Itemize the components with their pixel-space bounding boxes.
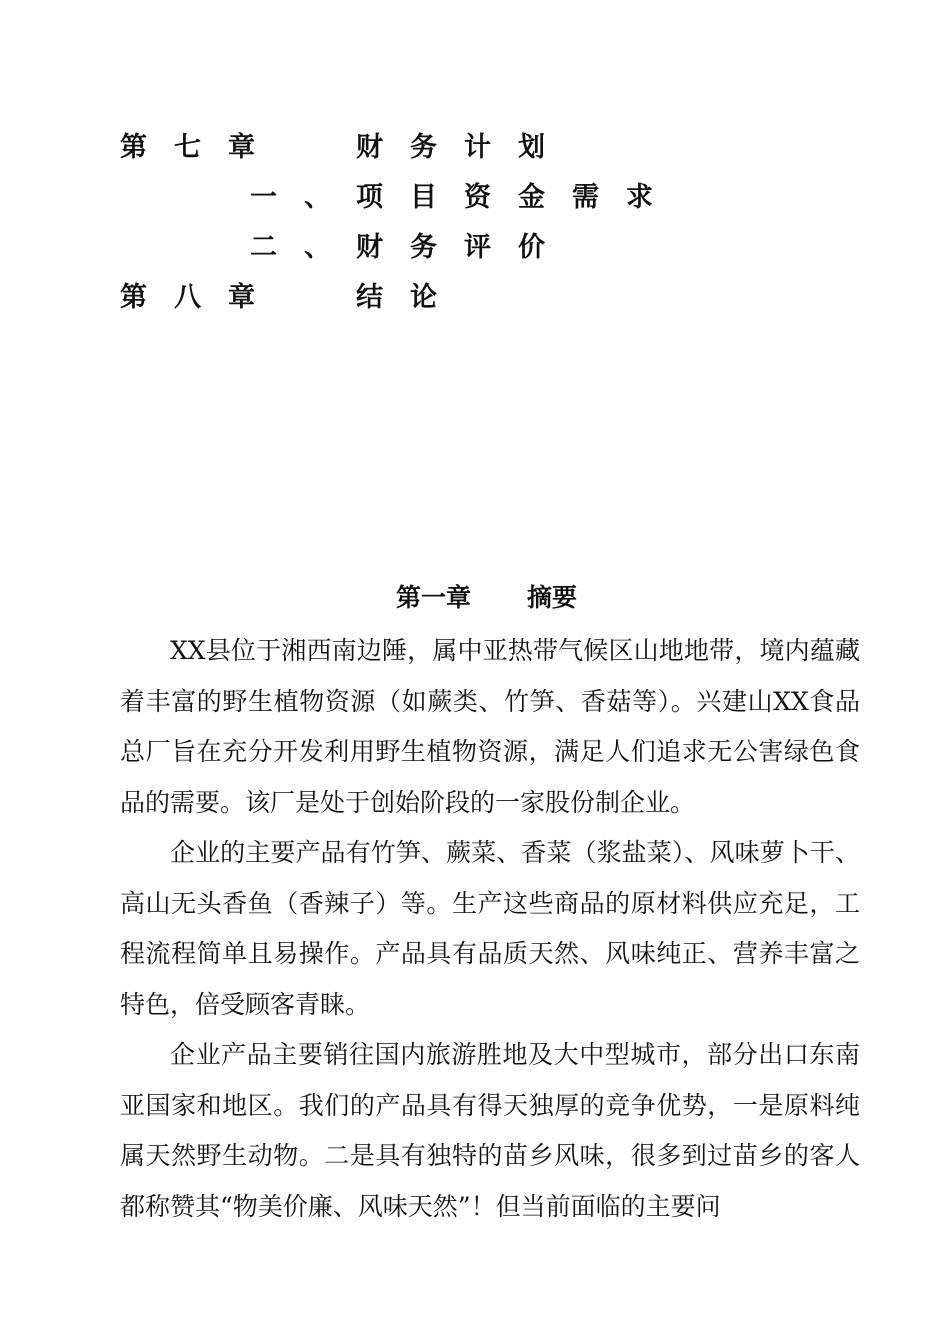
summary-body bbox=[120, 626, 860, 1232]
toc-section-label: 一、 bbox=[250, 182, 358, 213]
toc-entry-section-2[interactable] bbox=[0, 228, 950, 268]
toc-entry-title: 财务计划 bbox=[356, 132, 572, 163]
toc-entry-section-1[interactable] bbox=[0, 178, 950, 218]
toc-entry-chapter-7[interactable] bbox=[0, 128, 950, 168]
paragraph: 企业的主要产品有竹笋、蕨菜、香菜（浆盐菜）、风味萝卜干、高山无头香鱼（香辣子）等。生产这些商品的原材料供应充足，工程流程简单且易操作。产品具有品质天然、风味纯正、营养丰富之特色，倍受顾客青睐。 bbox=[120, 838, 860, 1019]
toc-chapter-label: 第七章 bbox=[120, 132, 282, 163]
toc-entry-chapter-8[interactable] bbox=[0, 278, 950, 318]
toc-chapter-label: 第八章 bbox=[120, 282, 282, 313]
paragraph: 企业产品主要销往国内旅游胜地及大中型城市，部分出口东南亚国家和地区。我们的产品具有得天独厚的竞争优势，一是原料纯属天然野生动物。二是具有独特的苗乡风味，很多到过苗乡的客人都称赞其“物美价廉、风味天然”！但当前面临的主要问 bbox=[120, 1040, 860, 1221]
section-heading bbox=[0, 578, 950, 618]
toc-section-label: 二、 bbox=[250, 232, 358, 263]
toc-entry-title: 项目资金需求 bbox=[356, 182, 680, 213]
paragraph: XX县位于湘西南边陲，属中亚热带气候区山地地带，境内蕴藏着丰富的野生植物资源（如蕨类、竹笋、香菇等）。兴建山XX食品总厂旨在充分开发利用野生植物资源，满足人们追求无公害绿色食品的需要。该厂是处于创始阶段的一家股份制企业。 bbox=[120, 636, 860, 817]
toc-entry-title: 财务评价 bbox=[356, 232, 572, 263]
section-chapter-label: 第一章 bbox=[396, 583, 472, 612]
section-title: 摘要 bbox=[527, 583, 578, 612]
toc-entry-title: 结论 bbox=[356, 282, 464, 313]
